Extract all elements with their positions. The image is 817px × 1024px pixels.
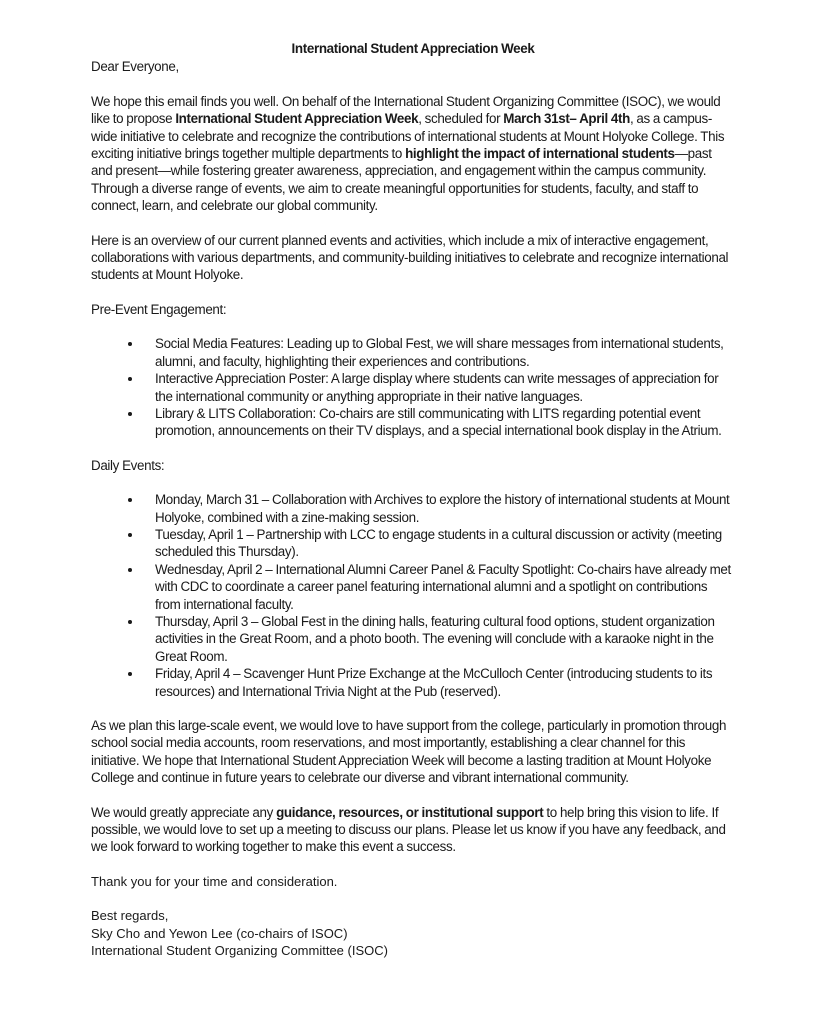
salutation: Dear Everyone, bbox=[91, 59, 179, 75]
pre-event-list bbox=[91, 335, 731, 439]
intro-text-3: , as a campus-wide initiative to celebrate and recognize the contributions of international students at Mount Holyoke College. This exciting initiative brings together multiple departments to bbox=[91, 111, 725, 162]
list-item: Friday, April 4 – Scavenger Hunt Prize Exchange at the McCulloch Center (introducing students to its resources) and International Trivia Night at the Pub (reserved). bbox=[155, 665, 731, 700]
signature-closing: Best regards, bbox=[91, 908, 169, 924]
request-text-2: to help bring this vision to life. If possible, we would love to set up a meeting to discuss our plans. Please let us know if you have any feedback, and we look forward to working together to make this event a success. bbox=[91, 804, 726, 855]
signature-organization: International Student Organizing Committee (ISOC) bbox=[91, 943, 388, 959]
signature-block bbox=[91, 907, 731, 959]
pre-event-heading: Pre-Event Engagement: bbox=[91, 301, 227, 317]
support-paragraph: As we plan this large-scale event, we would love to have support from the college, particularly in promotion through school social media accounts, room reservations, and most importantly, establishing a clear channel for this initiative. We hope that International Student Appreciation Week will become a lasting tradition at Mount Holyoke College and continue in future years to celebrate our diverse and vibrant international community. bbox=[91, 718, 727, 786]
list-item: Library & LITS Collaboration: Co-chairs are still communicating with LITS regarding potential event promotion, announcements on their TV displays, and a special international book display in the Atrium. bbox=[155, 405, 731, 440]
daily-events-list bbox=[91, 491, 731, 700]
overview-paragraph: Here is an overview of our current planned events and activities, which include a mix of interactive engagement, collaborations with various departments, and community-building initiatives to celebrate and recognize international students at Mount Holyoke. bbox=[91, 232, 729, 283]
list-item: Social Media Features: Leading up to Global Fest, we will share messages from international students, alumni, and faculty, highlighting their experiences and contributions. bbox=[155, 335, 731, 370]
intro-paragraph bbox=[91, 93, 731, 215]
daily-events-heading: Daily Events: bbox=[91, 457, 165, 473]
list-item: Interactive Appreciation Poster: A large display where students can write messages of appreciation for the international community or anything appropriate in their native languages. bbox=[155, 370, 731, 405]
document-title: International Student Appreciation Week bbox=[291, 41, 535, 56]
list-item: Wednesday, April 2 – International Alumni Career Panel & Faculty Spotlight: Co-chairs have already met with CDC to coordinate a career panel featuring international alumni and a spotlight on contributions from international faculty. bbox=[155, 561, 731, 612]
intro-bold-event-name: International Student Appreciation Week bbox=[175, 111, 419, 127]
request-paragraph bbox=[91, 804, 731, 856]
intro-text-1: We hope this email finds you well. On behalf of the International Student Organizing Committee (ISOC), we would like to propose bbox=[91, 93, 721, 127]
intro-bold-dates: March 31st– April 4th bbox=[503, 111, 630, 127]
list-item: Tuesday, April 1 – Partnership with LCC to engage students in a cultural discussion or activity (meeting scheduled this Thursday). bbox=[155, 526, 731, 561]
request-bold-support: guidance, resources, or institutional support bbox=[276, 804, 544, 820]
list-item: Thursday, April 3 – Global Fest in the dining halls, featuring cultural food options, student organization activities in the Great Room, and a photo booth. The evening will conclude with a karaoke night in the Great Room. bbox=[155, 613, 731, 665]
intro-bold-highlight: highlight the impact of international students bbox=[405, 146, 675, 162]
request-text-1: We would greatly appreciate any bbox=[91, 804, 277, 820]
list-item: Monday, March 31 – Collaboration with Archives to explore the history of international students at Mount Holyoke, combined with a zine-making session. bbox=[155, 492, 730, 525]
thanks-line: Thank you for your time and consideration. bbox=[91, 873, 338, 889]
intro-text-2: , scheduled for bbox=[418, 111, 504, 127]
letter-page bbox=[91, 40, 731, 959]
intro-text-4: —past and present—while fostering greater awareness, appreciation, and engagement within the campus community. Through a diverse range of events, we aim to create meaningful opportunities for students, faculty, and staff to connect, learn, and celebrate our global community. bbox=[91, 146, 712, 214]
signature-names: Sky Cho and Yewon Lee (co-chairs of ISOC) bbox=[91, 925, 348, 941]
